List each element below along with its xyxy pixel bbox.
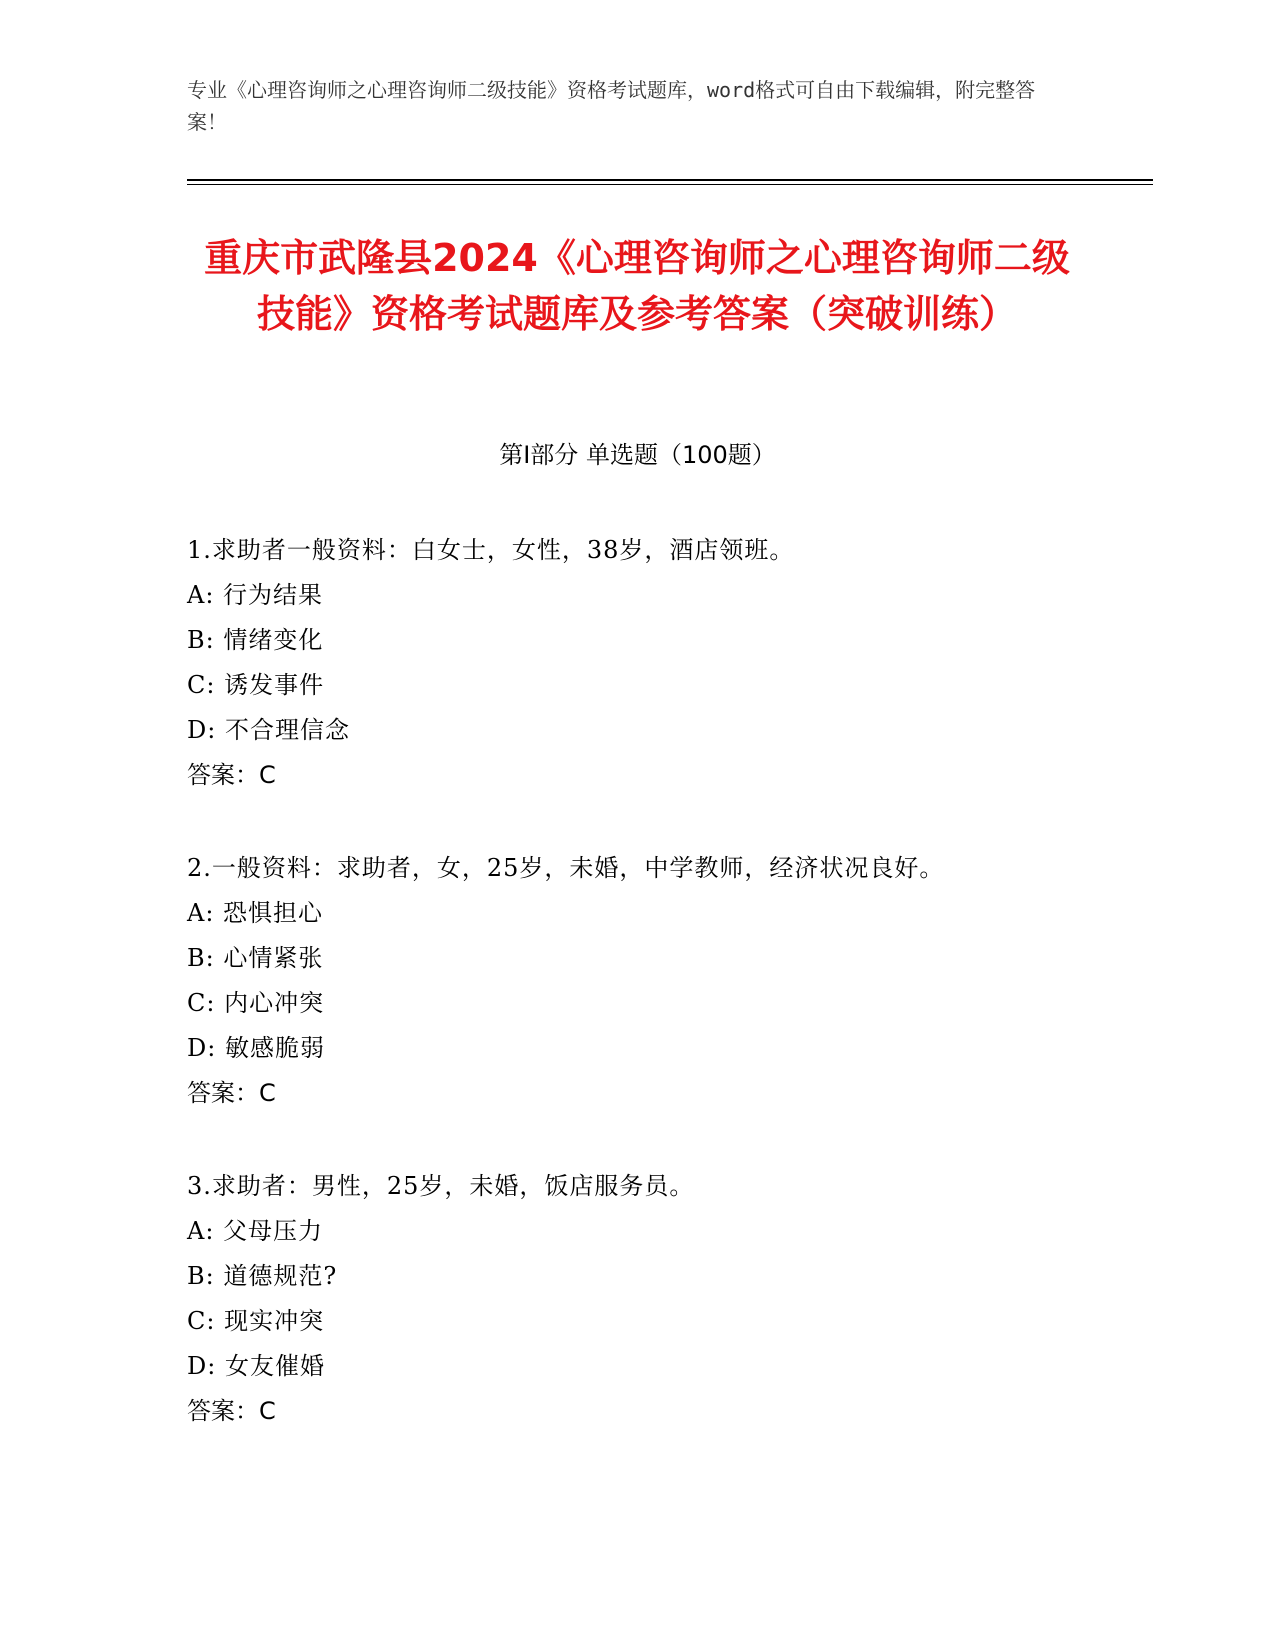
header-note: 专业《心理咨询师之心理咨询师二级技能》资格考试题库，word格式可自由下载编辑，附完整答案！ bbox=[187, 78, 1036, 134]
document-title: 重庆市武隆县2024《心理咨询师之心理咨询师二级技能》资格考试题库及参考答案（突破训练） bbox=[204, 236, 1070, 336]
question-1 bbox=[187, 528, 1117, 846]
question-3 bbox=[187, 1164, 1117, 1482]
option-b: B: 情绪变化 bbox=[187, 626, 324, 654]
question-2 bbox=[187, 846, 1117, 1164]
option-d: D: 女友催婚 bbox=[187, 1352, 325, 1380]
answer: 答案：C bbox=[187, 1397, 276, 1425]
question-list bbox=[187, 528, 1117, 1482]
question-stem: 2.一般资料：求助者，女，25岁，未婚，中学教师，经济状况良好。 bbox=[187, 854, 945, 882]
option-a: A: 父母压力 bbox=[187, 1217, 324, 1245]
option-a: A: 行为结果 bbox=[187, 581, 324, 609]
header-divider-thin bbox=[187, 184, 1153, 185]
section-title: 第Ⅰ部分 单选题（100题） bbox=[499, 441, 776, 469]
option-c: C: 现实冲突 bbox=[187, 1307, 325, 1335]
answer: 答案：C bbox=[187, 761, 276, 789]
option-b: B: 心情紧张 bbox=[187, 944, 324, 972]
option-b: B: 道德规范? bbox=[187, 1262, 338, 1290]
question-stem: 3.求助者：男性，25岁，未婚，饭店服务员。 bbox=[187, 1172, 695, 1200]
option-c: C: 内心冲突 bbox=[187, 989, 325, 1017]
question-stem: 1.求助者一般资料：白女士，女性，38岁，酒店领班。 bbox=[187, 536, 795, 564]
answer: 答案：C bbox=[187, 1079, 276, 1107]
option-a: A: 恐惧担心 bbox=[187, 899, 324, 927]
header-divider-thick bbox=[187, 179, 1153, 181]
option-d: D: 不合理信念 bbox=[187, 716, 350, 744]
option-c: C: 诱发事件 bbox=[187, 671, 325, 699]
option-d: D: 敏感脆弱 bbox=[187, 1034, 325, 1062]
